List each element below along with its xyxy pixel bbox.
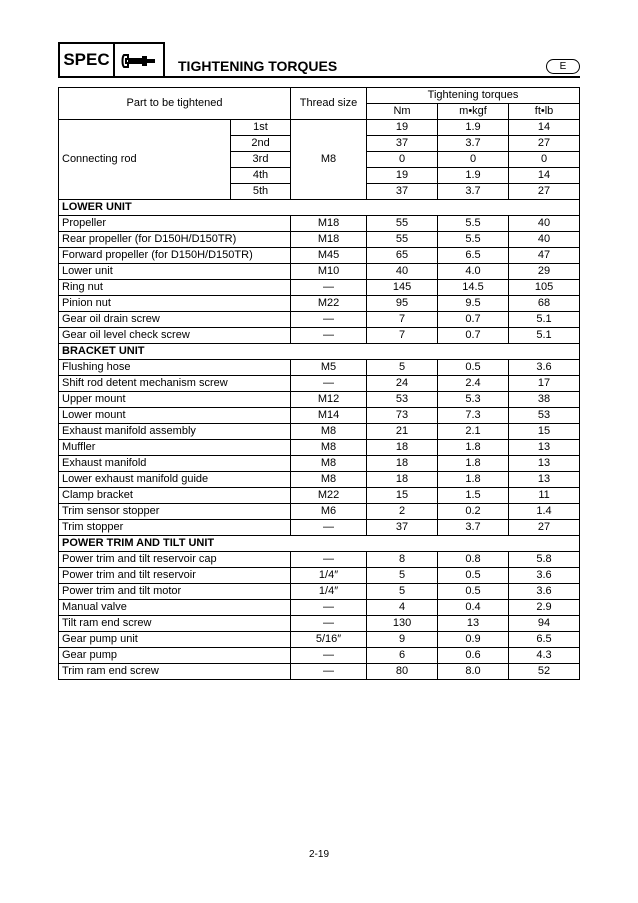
- mkgf-cell: 0.2: [438, 504, 509, 520]
- header-part: Part to be tightened: [59, 88, 291, 120]
- thread-cell: M14: [291, 408, 367, 424]
- part-cell: Gear oil drain screw: [59, 312, 291, 328]
- nm-cell: 145: [367, 280, 438, 296]
- nm-cell: 40: [367, 264, 438, 280]
- ftlb-cell: 13: [509, 440, 580, 456]
- nm-cell: 8: [367, 552, 438, 568]
- nm-cell: 55: [367, 216, 438, 232]
- mkgf-cell: 1.8: [438, 472, 509, 488]
- mkgf-cell: 1.8: [438, 456, 509, 472]
- table-row: [59, 616, 580, 632]
- thread-cell: —: [291, 552, 367, 568]
- table-row: [59, 456, 580, 472]
- ftlb-cell: 14: [509, 168, 580, 184]
- thread-cell: M5: [291, 360, 367, 376]
- ftlb-cell: 3.6: [509, 584, 580, 600]
- section-header-row: [59, 200, 580, 216]
- ftlb-cell: 15: [509, 424, 580, 440]
- table-header: [59, 88, 580, 120]
- nm-cell: 37: [367, 136, 438, 152]
- table-row: [59, 264, 580, 280]
- table-row: [59, 552, 580, 568]
- table-row: [59, 472, 580, 488]
- table-row: [59, 568, 580, 584]
- table-row: [59, 440, 580, 456]
- stage-cell: 2nd: [231, 136, 291, 152]
- nm-cell: 18: [367, 440, 438, 456]
- connecting-rod-thread: M8: [291, 120, 367, 200]
- thread-cell: —: [291, 616, 367, 632]
- thread-cell: M8: [291, 472, 367, 488]
- mkgf-cell: 0.6: [438, 648, 509, 664]
- ftlb-cell: 13: [509, 472, 580, 488]
- table-row: [59, 408, 580, 424]
- table-row: [59, 648, 580, 664]
- nm-cell: 18: [367, 472, 438, 488]
- part-cell: Propeller: [59, 216, 291, 232]
- thread-cell: —: [291, 600, 367, 616]
- ftlb-cell: 94: [509, 616, 580, 632]
- table-row: [59, 664, 580, 680]
- ftlb-cell: 3.6: [509, 360, 580, 376]
- nm-cell: 9: [367, 632, 438, 648]
- part-cell: Clamp bracket: [59, 488, 291, 504]
- thread-cell: M18: [291, 216, 367, 232]
- part-cell: Lower exhaust manifold guide: [59, 472, 291, 488]
- part-cell: Trim stopper: [59, 520, 291, 536]
- table-row: [59, 424, 580, 440]
- thread-cell: M8: [291, 424, 367, 440]
- thread-cell: M8: [291, 440, 367, 456]
- table-row: [59, 216, 580, 232]
- nm-cell: 24: [367, 376, 438, 392]
- part-cell: Rear propeller (for D150H/D150TR): [59, 232, 291, 248]
- mkgf-cell: 0.7: [438, 312, 509, 328]
- ftlb-cell: 27: [509, 520, 580, 536]
- nm-cell: 95: [367, 296, 438, 312]
- ftlb-cell: 6.5: [509, 632, 580, 648]
- nm-cell: 37: [367, 184, 438, 200]
- thread-cell: —: [291, 648, 367, 664]
- section-header-row: [59, 344, 580, 360]
- nm-cell: 19: [367, 168, 438, 184]
- table-row: [59, 248, 580, 264]
- nm-cell: 4: [367, 600, 438, 616]
- part-cell: Gear oil level check screw: [59, 328, 291, 344]
- table-row: [59, 328, 580, 344]
- nm-cell: 0: [367, 152, 438, 168]
- nm-cell: 2: [367, 504, 438, 520]
- nm-cell: 53: [367, 392, 438, 408]
- table-row: [59, 504, 580, 520]
- nm-cell: 37: [367, 520, 438, 536]
- ftlb-cell: 105: [509, 280, 580, 296]
- mkgf-cell: 5.5: [438, 232, 509, 248]
- table-row: [59, 600, 580, 616]
- table-row: [59, 520, 580, 536]
- ftlb-cell: 5.1: [509, 312, 580, 328]
- ftlb-cell: 38: [509, 392, 580, 408]
- stage-cell: 5th: [231, 184, 291, 200]
- header-tightening-torques: Tightening torques: [367, 88, 580, 104]
- mkgf-cell: 0.4: [438, 600, 509, 616]
- header-thread-size: Thread size: [291, 88, 367, 120]
- spec-icon-box: [115, 42, 165, 78]
- header-mkgf: m•kgf: [438, 104, 509, 120]
- nm-cell: 5: [367, 584, 438, 600]
- mkgf-cell: 5.5: [438, 216, 509, 232]
- thread-cell: —: [291, 520, 367, 536]
- ftlb-cell: 1.4: [509, 504, 580, 520]
- thread-cell: —: [291, 376, 367, 392]
- part-cell: Gear pump unit: [59, 632, 291, 648]
- ftlb-cell: 17: [509, 376, 580, 392]
- mkgf-cell: 3.7: [438, 136, 509, 152]
- thread-cell: —: [291, 280, 367, 296]
- part-cell: Pinion nut: [59, 296, 291, 312]
- nm-cell: 130: [367, 616, 438, 632]
- ftlb-cell: 27: [509, 136, 580, 152]
- thread-cell: —: [291, 312, 367, 328]
- table-row: [59, 120, 580, 136]
- ftlb-cell: 5.8: [509, 552, 580, 568]
- mkgf-cell: 0.7: [438, 328, 509, 344]
- mkgf-cell: 7.3: [438, 408, 509, 424]
- nm-cell: 55: [367, 232, 438, 248]
- nm-cell: 18: [367, 456, 438, 472]
- part-cell: Power trim and tilt reservoir cap: [59, 552, 291, 568]
- table-row: [59, 296, 580, 312]
- mkgf-cell: 1.9: [438, 168, 509, 184]
- ftlb-cell: 40: [509, 232, 580, 248]
- thread-cell: M22: [291, 296, 367, 312]
- mkgf-cell: 0.5: [438, 584, 509, 600]
- part-cell: Manual valve: [59, 600, 291, 616]
- spec-label: SPEC: [58, 42, 115, 78]
- part-cell: Upper mount: [59, 392, 291, 408]
- thread-cell: M18: [291, 232, 367, 248]
- mkgf-cell: 13: [438, 616, 509, 632]
- table-row: [59, 488, 580, 504]
- part-cell: Muffler: [59, 440, 291, 456]
- table-row: [59, 376, 580, 392]
- nm-cell: 7: [367, 328, 438, 344]
- nm-cell: 6: [367, 648, 438, 664]
- thread-cell: M12: [291, 392, 367, 408]
- nm-cell: 73: [367, 408, 438, 424]
- ftlb-cell: 13: [509, 456, 580, 472]
- ftlb-cell: 27: [509, 184, 580, 200]
- page-title: TIGHTENING TORQUES: [178, 58, 338, 74]
- tightening-torques-table: [58, 87, 580, 680]
- section-title: POWER TRIM AND TILT UNIT: [59, 536, 580, 552]
- part-cell: Trim ram end screw: [59, 664, 291, 680]
- header-nm: Nm: [367, 104, 438, 120]
- stage-cell: 4th: [231, 168, 291, 184]
- mkgf-cell: 3.7: [438, 520, 509, 536]
- ftlb-cell: 29: [509, 264, 580, 280]
- ftlb-cell: 52: [509, 664, 580, 680]
- table-row: [59, 312, 580, 328]
- section-header-row: [59, 536, 580, 552]
- mkgf-cell: 14.5: [438, 280, 509, 296]
- nm-cell: 21: [367, 424, 438, 440]
- part-cell: Lower mount: [59, 408, 291, 424]
- page-number: 2-19: [308, 849, 329, 860]
- ftlb-cell: 2.9: [509, 600, 580, 616]
- mkgf-cell: 0.5: [438, 568, 509, 584]
- thread-cell: —: [291, 328, 367, 344]
- table-body: [59, 120, 580, 680]
- thread-cell: 1/4″: [291, 584, 367, 600]
- mkgf-cell: 9.5: [438, 296, 509, 312]
- nm-cell: 5: [367, 568, 438, 584]
- part-cell: Tilt ram end screw: [59, 616, 291, 632]
- mkgf-cell: 2.4: [438, 376, 509, 392]
- part-cell: Forward propeller (for D150H/D150TR): [59, 248, 291, 264]
- part-cell: Gear pump: [59, 648, 291, 664]
- mkgf-cell: 2.1: [438, 424, 509, 440]
- mkgf-cell: 0.9: [438, 632, 509, 648]
- part-cell: Shift rod detent mechanism screw: [59, 376, 291, 392]
- mkgf-cell: 3.7: [438, 184, 509, 200]
- mkgf-cell: 0.5: [438, 360, 509, 376]
- ftlb-cell: 53: [509, 408, 580, 424]
- mkgf-cell: 1.8: [438, 440, 509, 456]
- ftlb-cell: 11: [509, 488, 580, 504]
- part-cell: Exhaust manifold assembly: [59, 424, 291, 440]
- table-row: [59, 280, 580, 296]
- torque-wrench-icon: [121, 52, 157, 70]
- thread-cell: 1/4″: [291, 568, 367, 584]
- nm-cell: 80: [367, 664, 438, 680]
- stage-cell: 3rd: [231, 152, 291, 168]
- mkgf-cell: 6.5: [438, 248, 509, 264]
- table-row: [59, 392, 580, 408]
- nm-cell: 19: [367, 120, 438, 136]
- ftlb-cell: 14: [509, 120, 580, 136]
- thread-cell: M22: [291, 488, 367, 504]
- part-cell: Flushing hose: [59, 360, 291, 376]
- ftlb-cell: 0: [509, 152, 580, 168]
- part-cell: Trim sensor stopper: [59, 504, 291, 520]
- mkgf-cell: 1.9: [438, 120, 509, 136]
- ftlb-cell: 68: [509, 296, 580, 312]
- header-ftlb: ft•lb: [509, 104, 580, 120]
- part-cell: Lower unit: [59, 264, 291, 280]
- ftlb-cell: 40: [509, 216, 580, 232]
- ftlb-cell: 4.3: [509, 648, 580, 664]
- part-cell: Exhaust manifold: [59, 456, 291, 472]
- mkgf-cell: 0.8: [438, 552, 509, 568]
- nm-cell: 65: [367, 248, 438, 264]
- thread-cell: 5/16″: [291, 632, 367, 648]
- section-title: BRACKET UNIT: [59, 344, 580, 360]
- mkgf-cell: 0: [438, 152, 509, 168]
- ftlb-cell: 47: [509, 248, 580, 264]
- ftlb-cell: 5.1: [509, 328, 580, 344]
- thread-cell: M10: [291, 264, 367, 280]
- page-header: [58, 42, 580, 80]
- thread-cell: M8: [291, 456, 367, 472]
- table-row: [59, 632, 580, 648]
- nm-cell: 7: [367, 312, 438, 328]
- table-row: [59, 360, 580, 376]
- mkgf-cell: 1.5: [438, 488, 509, 504]
- language-badge: E: [546, 59, 580, 74]
- part-cell: Ring nut: [59, 280, 291, 296]
- mkgf-cell: 5.3: [438, 392, 509, 408]
- stage-cell: 1st: [231, 120, 291, 136]
- thread-cell: M6: [291, 504, 367, 520]
- part-cell: Power trim and tilt reservoir: [59, 568, 291, 584]
- mkgf-cell: 8.0: [438, 664, 509, 680]
- section-title: LOWER UNIT: [59, 200, 580, 216]
- thread-cell: —: [291, 664, 367, 680]
- part-cell: Power trim and tilt motor: [59, 584, 291, 600]
- connecting-rod-label: Connecting rod: [59, 120, 231, 200]
- header-rule: [165, 76, 580, 78]
- table-row: [59, 232, 580, 248]
- mkgf-cell: 4.0: [438, 264, 509, 280]
- nm-cell: 15: [367, 488, 438, 504]
- ftlb-cell: 3.6: [509, 568, 580, 584]
- nm-cell: 5: [367, 360, 438, 376]
- thread-cell: M45: [291, 248, 367, 264]
- table-row: [59, 584, 580, 600]
